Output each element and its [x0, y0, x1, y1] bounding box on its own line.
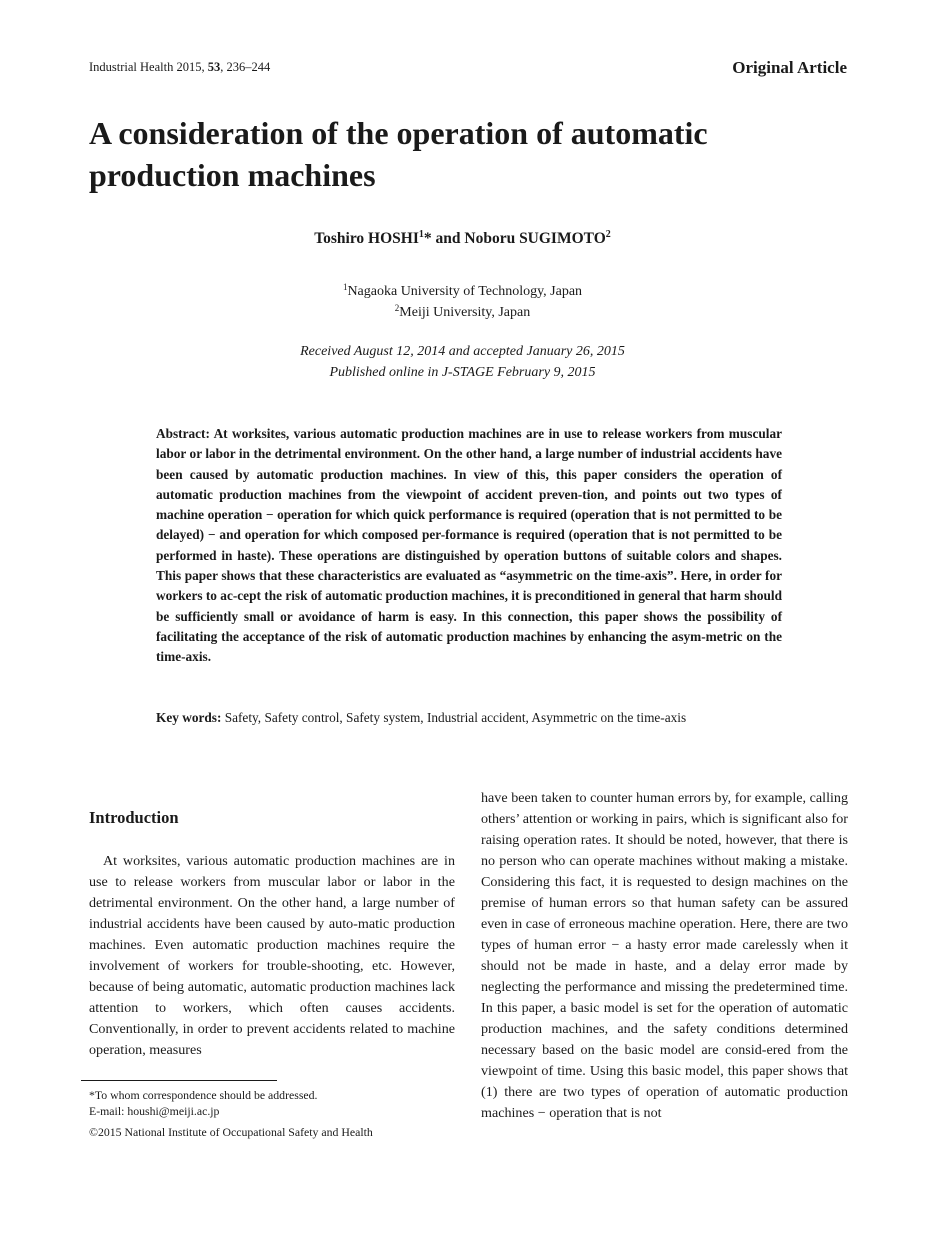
- journal-volume: 53: [207, 60, 221, 74]
- intro-paragraph-1-continued: have been taken to counter human errors by, for example, calling others’ attention or working in pairs, which is significant also for raising operation rates. It should be noted, however, that there is no person who can operate machines without making a mistake. Considering this fact, it is requested to design machines on the premise of human errors so that human safety can be assured even in case of erroneous machine operation. Here, there are two types of human error − a hasty error made carelessly when it should not be made in haste, and a delay error made by neglecting the performance and missing the predetermined time. In this paper, a basic model is set for the operation of automatic production machines, and the safety conditions determined necessary based on the basic model are consid-ered from the viewpoint of time. Using this basic model, this paper shows that (1) there are two types of operation of automatic production machines − operation that is not: [481, 790, 848, 1121]
- article-type: Original Article: [732, 58, 847, 77]
- author-2-name: Noboru SUGIMOTO: [464, 230, 606, 247]
- journal-pages: , 236–244: [220, 60, 271, 74]
- author-2-affil-mark: 2: [605, 229, 611, 240]
- journal-citation: [89, 60, 270, 75]
- author-line: [0, 229, 925, 248]
- section-heading-introduction: Introduction: [89, 808, 179, 827]
- journal-name: Industrial Health 2015,: [89, 60, 208, 74]
- keywords-text: Safety, Safety control, Safety system, Industrial accident, Asymmetric on the time-axis: [221, 710, 687, 725]
- body-column-left: [89, 851, 455, 1061]
- author-joiner: and: [431, 230, 465, 247]
- affiliation-2: [0, 303, 925, 321]
- corresponding-mark: *: [423, 230, 432, 247]
- intro-paragraph-1: At worksites, various automatic production machines are in use to release workers from muscular labor or labor in the detrimental environment. On the other hand, a large number of industrial accidents have been caused by auto-matic production machines. Even automatic production machines require the involvement of workers for trouble-shooting, etc. However, because of being automatic, automatic production machines lack attention to workers, which often causes accidents. Conventionally, in order to prevent accidents related to machine operation, measures: [89, 853, 455, 1058]
- affiliation-2-mark: 2: [394, 303, 400, 313]
- affiliation-1-text: Nagaoka University of Technology, Japan: [347, 284, 583, 299]
- keywords: [156, 708, 856, 728]
- footnote-divider: [81, 1080, 277, 1081]
- author-1-affil-mark: 1: [418, 229, 424, 240]
- correspondence-email: E-mail: houshi@meiji.ac.jp: [89, 1104, 220, 1118]
- affiliation-2-text: Meiji University, Japan: [399, 305, 531, 320]
- paper-title: A consideration of the operation of automatic production machines: [89, 115, 708, 193]
- affiliation-1-mark: 1: [342, 282, 348, 292]
- correspondence-note: *To whom correspondence should be addressed.: [89, 1088, 318, 1102]
- published-date: Published online in J-STAGE February 9, 2015: [329, 365, 596, 380]
- keywords-label: Key words:: [156, 710, 222, 725]
- received-date: Received August 12, 2014 and accepted January 26, 2015: [300, 344, 625, 359]
- abstract: Abstract: At worksites, various automatic production machines are in use to release workers from muscular labor or labor in the detrimental environment. On the other hand, a large number of industrial accidents have been caused by automatic production machines. In view of this, this paper considers the operation of automatic production machines from the viewpoint of accident preven-tion, and points out two types of machine operation − operation for which quick performance is required (operation that is not permitted to be delayed) − and operation for which composed per-formance is required (operation that is not permitted to be performed in haste). These operations are distinguished by operation buttons of suitable colors and shapes. This paper shows that these characteristics are evaluated as “asymmetric on the time-axis”. Here, in order for workers to ac-cept the risk of automatic production machines, it is preconditioned in general that harm should be sufficiently small or avoidance of harm is easy. In this connection, this paper shows the possibility of facilitating the acceptance of the risk of automatic production machines by enhancing the asym-metric on the time-axis.: [156, 426, 782, 665]
- body-column-right: [481, 788, 848, 1124]
- author-1-name: Toshiro HOSHI: [314, 230, 419, 247]
- affiliation-1: [0, 282, 925, 300]
- copyright-notice: ©2015 National Institute of Occupational Safety and Health: [89, 1125, 373, 1139]
